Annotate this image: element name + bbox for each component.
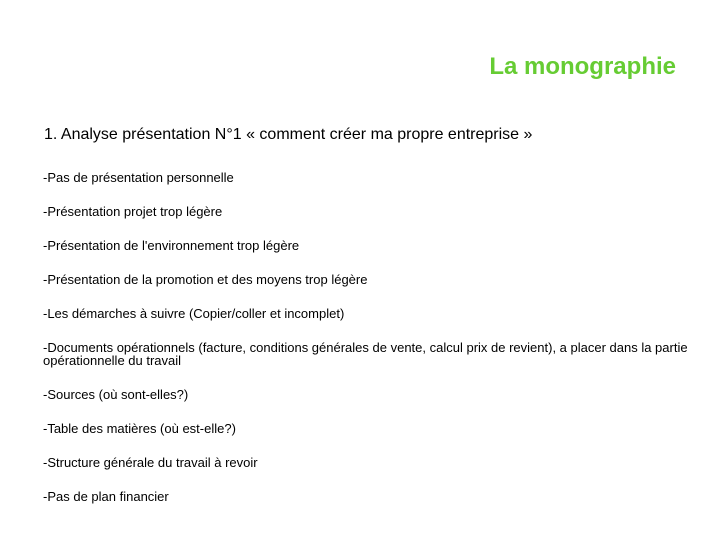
bullet-list (43, 171, 693, 524)
list-item: -Présentation projet trop légère (43, 204, 223, 219)
slide-subtitle: 1. Analyse présentation N°1 « comment créer ma propre entreprise » (44, 126, 533, 143)
list-item: -Présentation de l'environnement trop légère (43, 238, 300, 253)
list-item: -Présentation de la promotion et des moyens trop légère (43, 272, 368, 287)
list-item: -Table des matières (où est-elle?) (43, 421, 236, 436)
list-item: -Structure générale du travail à revoir (43, 455, 258, 470)
list-item: -Pas de plan financier (43, 489, 169, 504)
list-item: -Sources (où sont-elles?) (43, 387, 189, 402)
slide-title: La monographie (489, 53, 676, 80)
list-item: -Documents opérationnels (facture, conditions générales de vente, calcul prix de revient), a placer dans la partie opérationnelle du travail (43, 340, 688, 368)
list-item: -Pas de présentation personnelle (43, 170, 234, 185)
list-item: -Les démarches à suivre (Copier/coller et incomplet) (43, 306, 345, 321)
